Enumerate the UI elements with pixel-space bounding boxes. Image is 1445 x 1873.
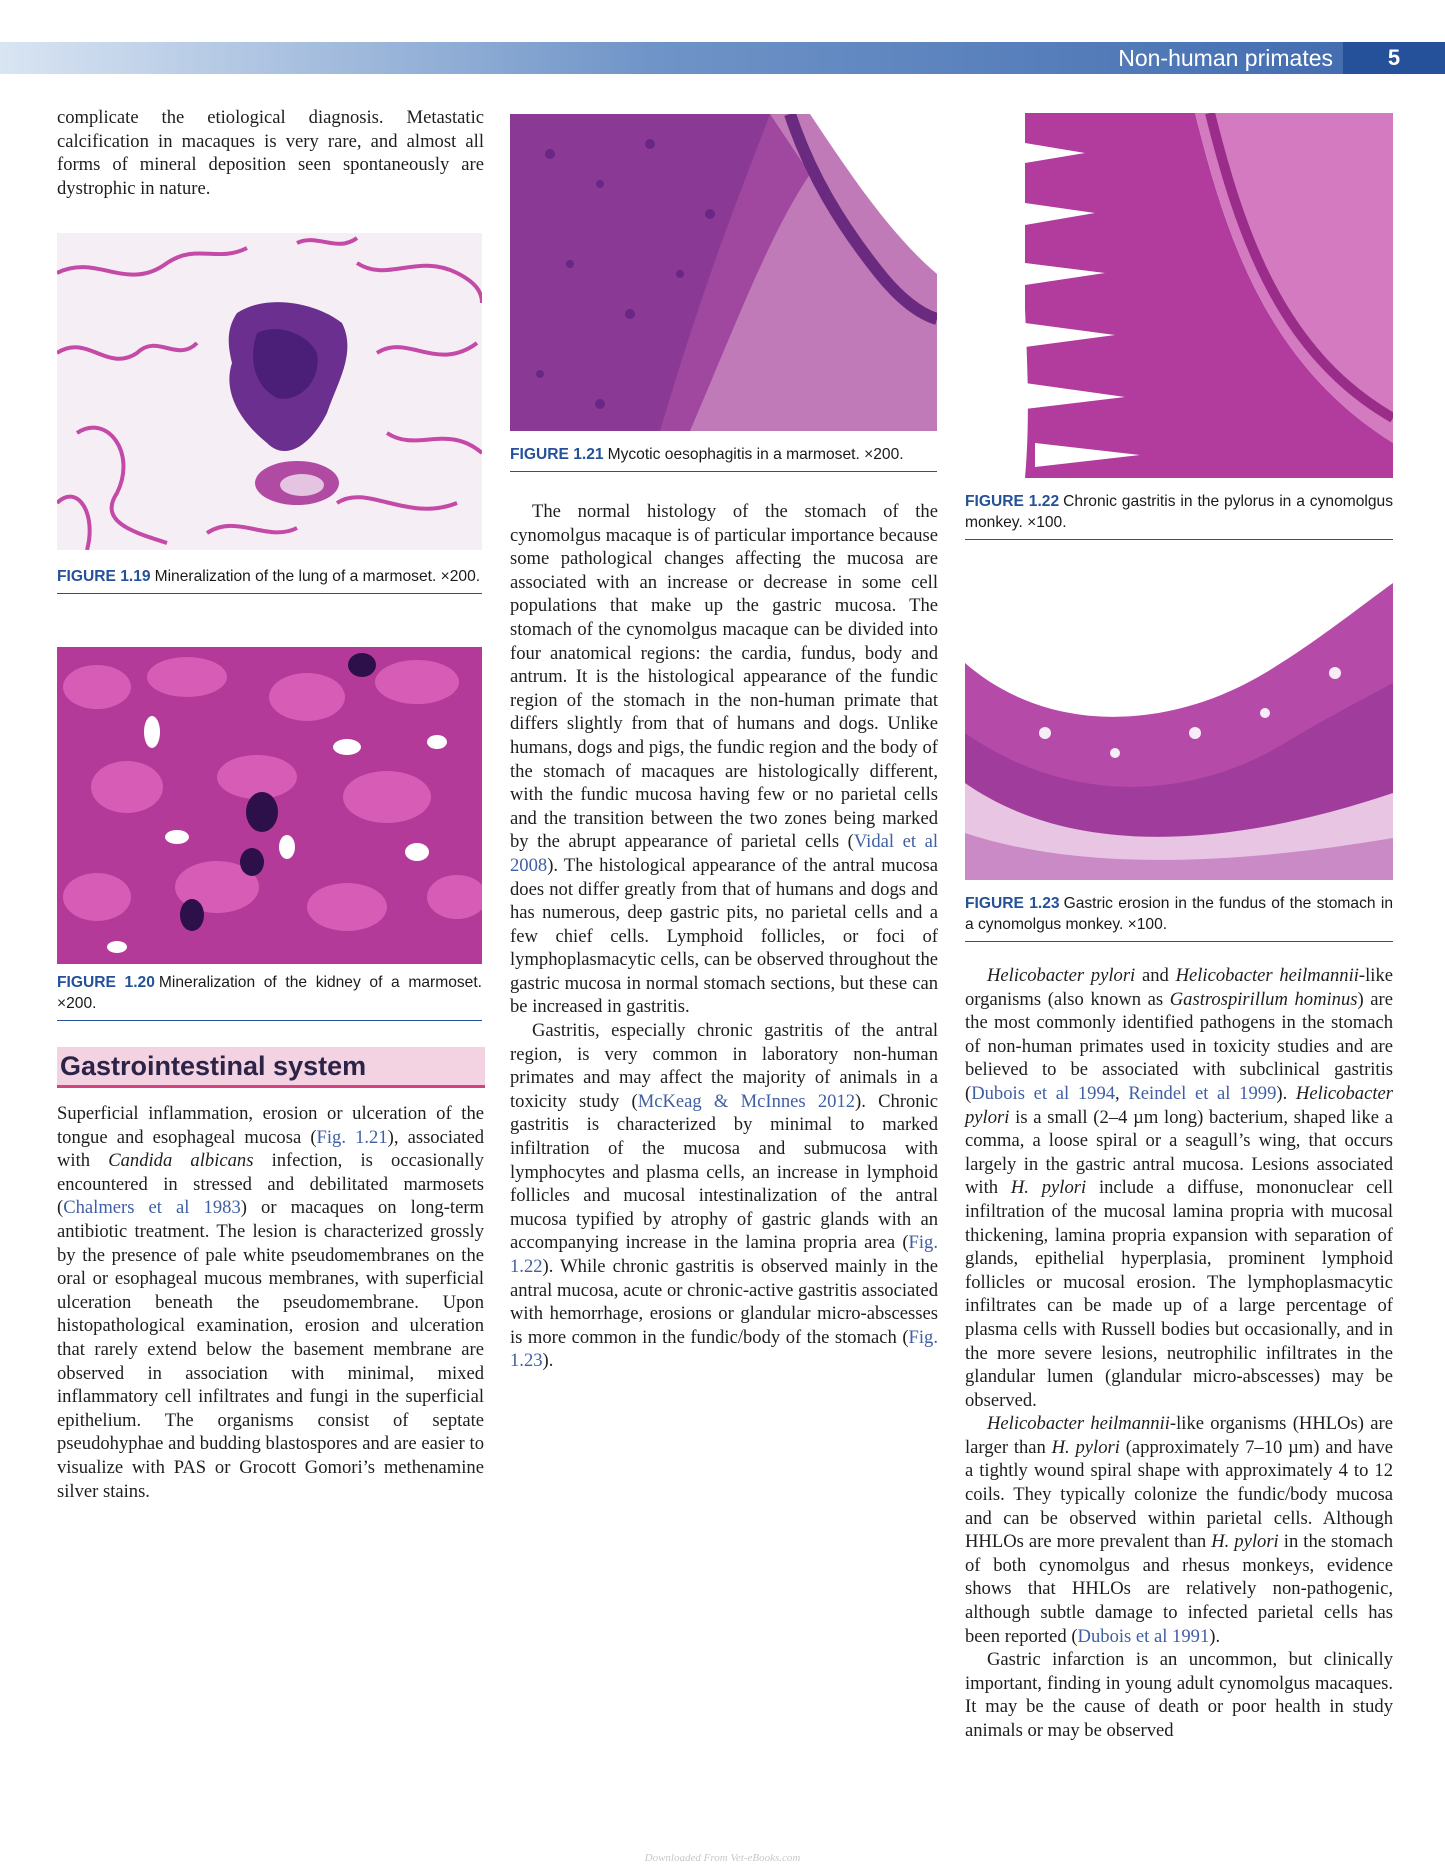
text-run: ). While chronic gastritis is observed mainly in the antral mucosa, acute or chronic-active gastritis associated with hemorrhage, erosions or glandular micro-abscesses is more common in the fundic/body of the stomach ( (510, 1256, 938, 1348)
text-run: ). (1276, 1082, 1296, 1104)
text-run: infection, is occasionally encountered in stressed and debilitated marmosets ( (57, 1150, 484, 1219)
species-name: Gastrospirillum hominus (1169, 988, 1358, 1010)
dubois-1994-citation-link[interactable]: Dubois et al 1994 (971, 1082, 1116, 1104)
hhlo-paragraph (965, 1412, 1393, 1648)
text-run: in the stomach of both cynomolgus and rhesus monkeys, evidence shows that HHLOs are relatively non-pathogenic, although subtle damage to infected parietal cells has been reported ( (965, 1531, 1394, 1647)
figure-1-20-label: FIGURE 1.20 (57, 974, 155, 991)
text-run: ). The histological appearance of the antral mucosa does not differ greatly from that of humans and dogs and has numerous, deep gastric pits, no parietal cells and a few chief cells. Lymphoid follicles, or foci of lymphoplasmacytic cells, can be observed throughout the gastric mucosa in normal stomach sections, but these can be increased in gastritis. (510, 854, 938, 1018)
species-name: Helicobacter pylori (965, 1082, 1393, 1128)
figure-1-21-caption-text: Mycotic oesophagitis in a marmoset. ×200. (607, 446, 904, 463)
section-body (57, 1102, 484, 1503)
figure-1-21-caption (510, 444, 937, 472)
intro-paragraph: complicate the etiological diagnosis. Metastatic calcification in macaques is very rare, and almost all forms of mineral deposition seen spontaneously are dystrophic in nature. (57, 107, 484, 199)
column-3-body (965, 964, 1393, 1743)
text-run: ). (542, 1350, 554, 1372)
text-run: ), associated with (57, 1126, 484, 1172)
text-run: The normal histology of the stomach of the cynomolgus macaque is of particular importance because some pathological changes affecting the mucosa are associated with an increase or decrease in some cell populations that make up the gastric mucosa. The stomach of the cynomolgus macaque can be divided into four anatomical regions: the cardia, fundus, body and antrum. It is the histological appearance of the fundic region of the stomach in the non-human primate that differs slightly from that of humans and dogs. Unlike humans, dogs and pigs, the fundic region and the body of the stomach of macaques are histologically different, with the fundic mucosa having few or no parietal cells and the transition between the two zones being marked by the abrupt appearance of parietal cells ( (510, 501, 938, 853)
page-number: 5 (1343, 42, 1445, 74)
gastrointestinal-paragraph (57, 1102, 484, 1503)
species-name: H. pylori (1010, 1177, 1087, 1199)
helicobacter-paragraph (965, 964, 1393, 1412)
figure-1-22-caption-text: Chronic gastritis in the pylorus in a cynomolgus monkey. ×100. (965, 493, 1394, 531)
figure-1-22-image (965, 113, 1393, 478)
section-heading: Gastrointestinal system (57, 1047, 485, 1088)
text-run: and (1135, 965, 1176, 986)
species-name: Helicobacter pylori (987, 965, 1136, 986)
chalmers-citation-link[interactable]: Chalmers et al 1983 (63, 1197, 241, 1219)
figure-1-22-label: FIGURE 1.22 (965, 493, 1060, 510)
text-run: ) are the most commonly identified pathogens in the stomach of non-human primates used in toxicity studies and are believed to be associated with subclinical gastritis ( (965, 988, 1393, 1104)
text-run: ). (1209, 1625, 1221, 1647)
figure-1-20-image (57, 647, 482, 964)
figure-1-23-caption (965, 893, 1393, 942)
species-name: Helicobacter heilmannii (1175, 965, 1359, 986)
figure-1-19-label: FIGURE 1.19 (57, 568, 151, 585)
text-run: -like organisms (also known as (965, 965, 1393, 1010)
figure-1-21-image (510, 114, 937, 431)
text-run: include a diffuse, mononuclear cell infiltration of the mucosal lamina propria with mucosal thickening, lamina propria expansion with separation of glands, epithelial hyperplasia, prominent lymphoid follicles or mucosal erosion. The lymphoplasmacytic infiltrates can be made up of a large percentage of plasma cells with Russell bodies but occasionally, and in the more severe lesions, neutrophilic infiltrates in the glandular lumen (glandular micro-abscesses) may be observed. (965, 1177, 1393, 1411)
text-run: (approximately 7–10 µm) and have a tightly wound spiral shape with approximately 4 to 12 coils. They typically colonize the fundic/body mucosa and can be observed within parietal cells. Although HHLOs are more prevalent than (965, 1436, 1393, 1553)
text-run: is a small (2–4 µm long) bacterium, shaped like a comma, a loose spiral or a seagull’s wing, that occurs largely in the gastric antral mucosa. Lesions associated with (965, 1106, 1393, 1199)
column-2-body (510, 500, 938, 1373)
vidal-citation-link[interactable]: Vidal et al 2008 (510, 831, 938, 876)
fig-1-21-link[interactable]: Fig. 1.21 (316, 1126, 388, 1148)
figure-1-19-caption (57, 566, 482, 594)
mckeag-citation-link[interactable]: McKeag & McInnes 2012 (637, 1090, 856, 1112)
reindel-citation-link[interactable]: Reindel et al 1999 (1128, 1082, 1277, 1104)
fig-1-22-link[interactable]: Fig. 1.22 (510, 1232, 938, 1277)
figure-1-23-label: FIGURE 1.23 (965, 895, 1060, 912)
text-run: Gastritis, especially chronic gastritis of the antral region, is very common in laboratory non-human primates and may affect the majority of animals in a toxicity study ( (510, 1020, 938, 1112)
figure-1-21-label: FIGURE 1.21 (510, 446, 604, 463)
species-name: H. pylori (1051, 1436, 1120, 1458)
species-name: Candida albicans (108, 1150, 254, 1172)
text-run: , (1115, 1082, 1129, 1104)
figure-1-19-caption-text: Mineralization of the lung of a marmoset. ×200. (154, 568, 481, 585)
figure-1-20-caption-text: Mineralization of the kidney of a marmoset. ×200. (57, 974, 483, 1012)
running-header (0, 42, 1445, 74)
gastric-infarction-paragraph: Gastric infarction is an uncommon, but clinically important, finding in young adult cynomolgus macaques. It may be the cause of death or poor health in study animals or may be observed (965, 1649, 1393, 1741)
text-run: ). Chronic gastritis is characterized by minimal to marked infiltration of the mucosa and submucosa with lymphocytes and plasma cells, an increase in lymphoid follicles and mucosal intestinalization of the antral mucosa typified by atrophy of gastric glands with an accompanying increase in the lamina propria area ( (510, 1090, 938, 1254)
text-run: ) or macaques on long-term antibiotic treatment. The lesion is characterized grossly by the presence of pale white pseudomembranes on the oral or esophageal mucous membranes, with superficial ulceration beneath the pseudomembrane. Upon histopathological examination, erosion and ulceration that rarely extend below the basement membrane are observed in association with minimal, mixed inflammatory cell infiltrates and fungi in the superficial epithelium. The organisms consist of septate pseudohyphae and budding blastospores and are easier to visualize with PAS or Grocott Gomori’s methenamine silver stains. (57, 1197, 484, 1502)
fig-1-23-link[interactable]: Fig. 1.23 (510, 1326, 938, 1372)
species-name: Helicobacter heilmannii (987, 1413, 1170, 1435)
normal-histology-paragraph (510, 500, 938, 1019)
text-run: Superficial inflammation, erosion or ulceration of the tongue and esophageal mucosa ( (57, 1103, 484, 1148)
figure-1-19-image (57, 233, 482, 550)
figure-1-23-caption-text: Gastric erosion in the fundus of the stomach in a cynomolgus monkey. ×100. (965, 895, 1394, 933)
gastritis-paragraph (510, 1019, 938, 1373)
figure-1-20-caption (57, 972, 482, 1021)
figure-1-22-caption (965, 491, 1393, 540)
footer-watermark: Downloaded From Vet-eBooks.com (644, 1852, 801, 1864)
dubois-1991-citation-link[interactable]: Dubois et al 1991 (1077, 1625, 1210, 1647)
column-1-intro (57, 106, 484, 200)
figure-1-23-image (965, 563, 1393, 880)
running-header-title: Non-human primates (1118, 45, 1333, 71)
species-name: H. pylori (1211, 1531, 1279, 1553)
text-run: -like organisms (HHLOs) are larger than (965, 1413, 1394, 1458)
